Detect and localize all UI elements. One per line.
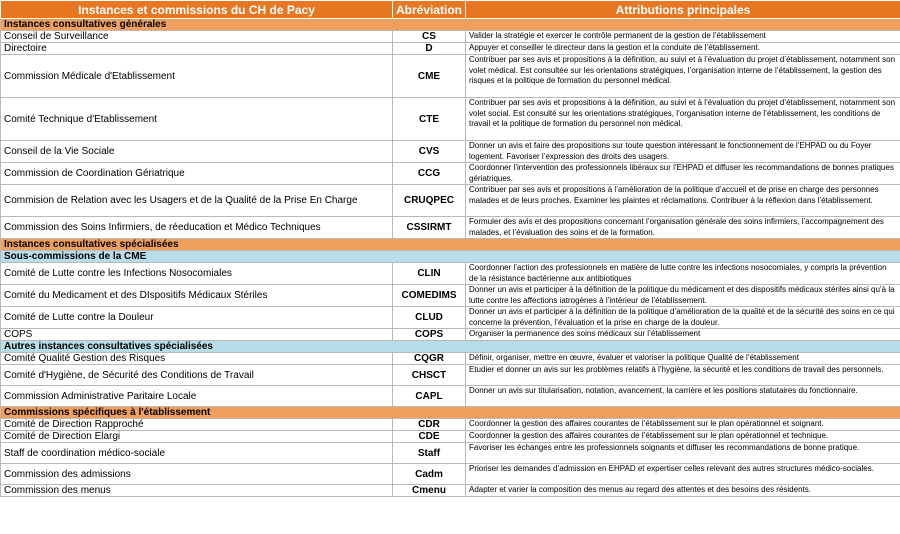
header-instances: Instances et commissions du CH de Pacy <box>1 1 393 19</box>
abbreviation-cell: CQGR <box>393 353 466 365</box>
abbreviation-cell: CTE <box>393 98 466 141</box>
abbreviation-cell: COMEDIMS <box>393 285 466 307</box>
instance-name-cell: Comité Technique d'Etablissement <box>1 98 393 141</box>
attributions-cell: Favoriser les échanges entre les professionnels soignants et diffuser les recommandations de bonne pratique. <box>466 443 900 464</box>
table-row <box>1 443 900 464</box>
table-row <box>1 185 900 217</box>
attributions-cell: Adapter et varier la composition des menus au regard des attentes et des besoins des résidents. <box>466 485 900 497</box>
attributions-cell: Donner un avis et faire des propositions sur toute question intéressant le fonctionnement de l’EHPAD ou du Foyer logement. Favoriser l’expression des droits des usagers. <box>466 141 900 163</box>
instance-name-cell: Comité de Direction Rapproché <box>1 419 393 431</box>
table-row <box>1 485 900 497</box>
abbreviation-cell: CDR <box>393 419 466 431</box>
table-row <box>1 353 900 365</box>
abbreviation-cell: COPS <box>393 329 466 341</box>
instance-name-cell: Commission de Coordination Gériatrique <box>1 163 393 185</box>
attributions-cell: Coordonner la gestion des affaires courantes de l’établissement sur le plan opérationnel et soignant. <box>466 419 900 431</box>
table-row <box>1 31 900 43</box>
instance-name-cell: Comité de Lutte contre les Infections Nosocomiales <box>1 263 393 285</box>
instance-name-cell: Comité de Lutte contre la Douleur <box>1 307 393 329</box>
abbreviation-cell: Staff <box>393 443 466 464</box>
instance-name-cell: Commision de Relation avec les Usagers et de la Qualité de la Prise En Charge <box>1 185 393 217</box>
table-row <box>1 386 900 407</box>
table-row <box>1 263 900 285</box>
attributions-cell: Valider la stratégie et exercer le contrôle permanent de la gestion de l’établissement <box>466 31 900 43</box>
instance-name-cell: Comité d'Hygiène, de Sécurité des Conditions de Travail <box>1 365 393 386</box>
table-row <box>1 419 900 431</box>
abbreviation-cell: CCG <box>393 163 466 185</box>
attributions-cell: Contribuer par ses avis et propositions à l’amélioration de la politique d’accueil et de prise en charge des personnes malades et de leurs proches. Examiner les plaintes et réclamations. Contribuer à la réflexion dans l’établissement. <box>466 185 900 217</box>
attributions-cell: Contribuer par ses avis et propositions à la définition, au suivi et à l’évaluation du projet d’établissement, notamment son volet médical. Est consultée sur les orientations stratégiques, l’organisation interne de l’établissement, la gestion des risques et la politique de formation du personnel médical. <box>466 55 900 98</box>
table-row <box>1 98 900 141</box>
attributions-cell: Contribuer par ses avis et propositions à la définition, au suivi et à l’évaluation du projet d’établissement, notamment son volet social. Est consulté sur les orientations stratégiques, l’organisation interne de l’établissement, les conditions de travail et la politique de formation du personnel non médical. <box>466 98 900 141</box>
table-row <box>1 43 900 55</box>
table-row <box>1 55 900 98</box>
instance-name-cell: Commission Administrative Paritaire Locale <box>1 386 393 407</box>
attributions-cell: Donner un avis sur titularisation, notation, avancement, la carrière et les positions statutaires du fonctionnaire. <box>466 386 900 407</box>
attributions-cell: Donner un avis et participer à la définition de la politique du médicament et des dispositifs médicaux stériles ainsi qu’à la lutte contre les affections iatrogènes à l’intérieur de l’établissement. <box>466 285 900 307</box>
header-attributions: Attributions principales <box>466 1 900 19</box>
table-body <box>1 19 900 497</box>
abbreviation-cell: D <box>393 43 466 55</box>
abbreviation-cell: CSSIRMT <box>393 217 466 239</box>
table-row <box>1 329 900 341</box>
instance-name-cell: Directoire <box>1 43 393 55</box>
table-row <box>1 307 900 329</box>
attributions-cell: Coordonner l’intervention des professionnels libéraux sur l’EHPAD et diffuser les recommandations de bonnes pratiques gériatriques. <box>466 163 900 185</box>
attributions-cell: Formuler des avis et des propositions concernant l’organisation générale des soins infirmiers, l’accompagnement des malades, et l’évaluation des soins et de la formation. <box>466 217 900 239</box>
section-title: Instances consultatives spécialisées <box>1 239 900 251</box>
section-title: Autres instances consultatives spécialisées <box>1 341 900 353</box>
table-header-row <box>1 1 900 19</box>
instance-name-cell: Conseil de la Vie Sociale <box>1 141 393 163</box>
section-title: Commissions spécifiques à l'établissement <box>1 407 900 419</box>
abbreviation-cell: CAPL <box>393 386 466 407</box>
section-header-row <box>1 19 900 31</box>
table-row <box>1 163 900 185</box>
attributions-cell: Coordonner l’action des professionnels en matière de lutte contre les infections nosocomiales, y compris la prévention de la résistance bactérienne aux antibiotiques <box>466 263 900 285</box>
instance-name-cell: Commission des menus <box>1 485 393 497</box>
abbreviation-cell: CDE <box>393 431 466 443</box>
section-header-row <box>1 407 900 419</box>
table-row <box>1 217 900 239</box>
abbreviation-cell: CS <box>393 31 466 43</box>
table-row <box>1 365 900 386</box>
section-header-row <box>1 251 900 263</box>
instance-name-cell: Comité du Medicament et des DIspositifs Médicaux Stériles <box>1 285 393 307</box>
section-title: Instances consultatives générales <box>1 19 900 31</box>
instance-name-cell: Conseil de Surveillance <box>1 31 393 43</box>
abbreviation-cell: CHSCT <box>393 365 466 386</box>
table-row <box>1 285 900 307</box>
abbreviation-cell: CLIN <box>393 263 466 285</box>
abbreviation-cell: CVS <box>393 141 466 163</box>
instance-name-cell: Commission Médicale d'Etablissement <box>1 55 393 98</box>
instance-name-cell: COPS <box>1 329 393 341</box>
instance-name-cell: Commission des Soins Infirmiers, de réeducation et Médico Techniques <box>1 217 393 239</box>
abbreviation-cell: CLUD <box>393 307 466 329</box>
attributions-cell: Prioriser les demandes d’admission en EHPAD et expertiser celles relevant des autres structures médico-sociales. <box>466 464 900 485</box>
attributions-cell: Etudier et donner un avis sur les problèmes relatifs à l’hygiène, la sécurité et les conditions de travail des personnels. <box>466 365 900 386</box>
table-row <box>1 141 900 163</box>
section-header-row <box>1 239 900 251</box>
header-abbreviation: Abréviation <box>393 1 466 19</box>
abbreviation-cell: CME <box>393 55 466 98</box>
abbreviation-cell: Cadm <box>393 464 466 485</box>
attributions-cell: Donner un avis et participer à la définition de la politique d’amélioration de la qualité et de la sécurité des soins en ce qui concerne la prévention, l’évaluation et la prise en charge de la douleur. <box>466 307 900 329</box>
attributions-cell: Organiser la permanence des soins médicaux sur l’établissement <box>466 329 900 341</box>
instance-name-cell: Commission des admissions <box>1 464 393 485</box>
table-row <box>1 431 900 443</box>
attributions-cell: Appuyer et conseiller le directeur dans la gestion et la conduite de l’établissement. <box>466 43 900 55</box>
attributions-cell: Coordonner la gestion des affaires courantes de l’établissement sur le plan opérationnel et technique. <box>466 431 900 443</box>
table-row <box>1 464 900 485</box>
attributions-cell: Définir, organiser, mettre en œuvre, évaluer et valoriser la politique Qualité de l’établissement <box>466 353 900 365</box>
abbreviation-cell: Cmenu <box>393 485 466 497</box>
abbreviation-cell: CRUQPEC <box>393 185 466 217</box>
instance-name-cell: Comité Qualité Gestion des Risques <box>1 353 393 365</box>
instance-name-cell: Comité de Direction Elargi <box>1 431 393 443</box>
section-header-row <box>1 341 900 353</box>
section-title: Sous-commissions de la CME <box>1 251 900 263</box>
instance-name-cell: Staff de coordination médico-sociale <box>1 443 393 464</box>
